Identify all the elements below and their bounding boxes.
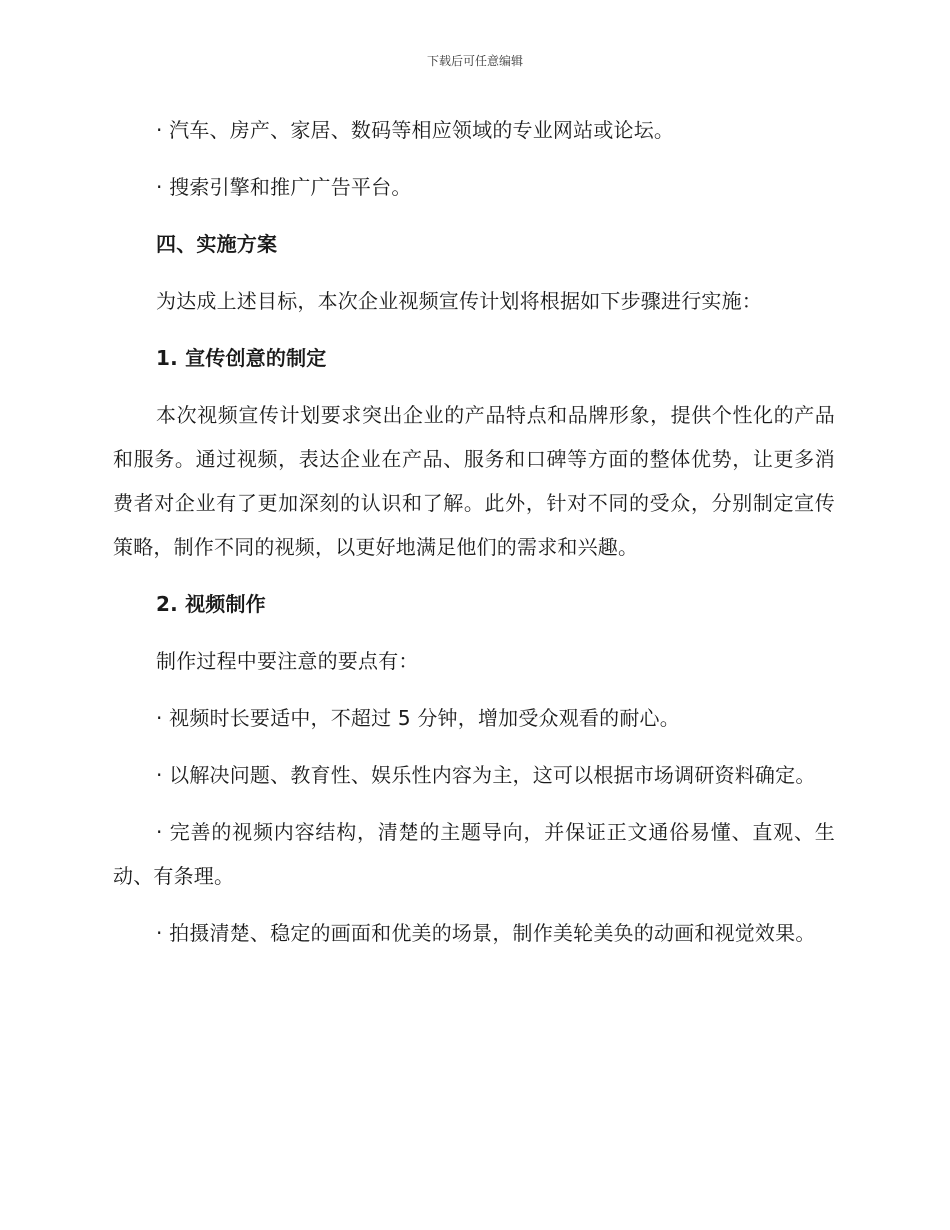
document-body — [113, 108, 835, 955]
bullet-auto-forums: · 汽车、房产、家居、数码等相应领域的专业网站或论坛。 — [156, 118, 675, 142]
bullet-filming: · 拍摄清楚、稳定的画面和优美的场景，制作美轮美奂的动画和视觉效果。 — [156, 921, 816, 945]
bullet-content-type: · 以解决问题、教育性、娱乐性内容为主，这可以根据市场调研资料确定。 — [156, 763, 816, 787]
page-header: 下载后可任意编辑 — [426, 54, 523, 68]
subheading-video-production: 2. 视频制作 — [156, 592, 266, 616]
paragraph-intro: 为达成上述目标，本次企业视频宣传计划将根据如下步骤进行实施： — [156, 289, 762, 313]
bullet-duration: · 视频时长要适中，不超过 5 分钟，增加受众观看的耐心。 — [156, 706, 680, 730]
bullet-structure: · 完善的视频内容结构，清楚的主题导向，并保证正文通俗易懂、直观、生动、有条理。 — [113, 820, 835, 888]
bullet-search-ads: · 搜索引擎和推广广告平台。 — [156, 175, 412, 199]
subheading-creative: 1. 宣传创意的制定 — [156, 346, 327, 370]
paragraph-production-intro: 制作过程中要注意的要点有： — [156, 649, 419, 673]
section-heading-implementation: 四、实施方案 — [156, 232, 278, 256]
paragraph-creative: 本次视频宣传计划要求突出企业的产品特点和品牌形象，提供个性化的产品和服务。通过视频，表达企业在产品、服务和口碑等方面的整体优势，让更多消费者对企业有了更加深刻的认识和了解。此外，针对不同的受众，分别制定宣传策略，制作不同的视频，以更好地满足他们的需求和兴趣。 — [113, 403, 835, 559]
